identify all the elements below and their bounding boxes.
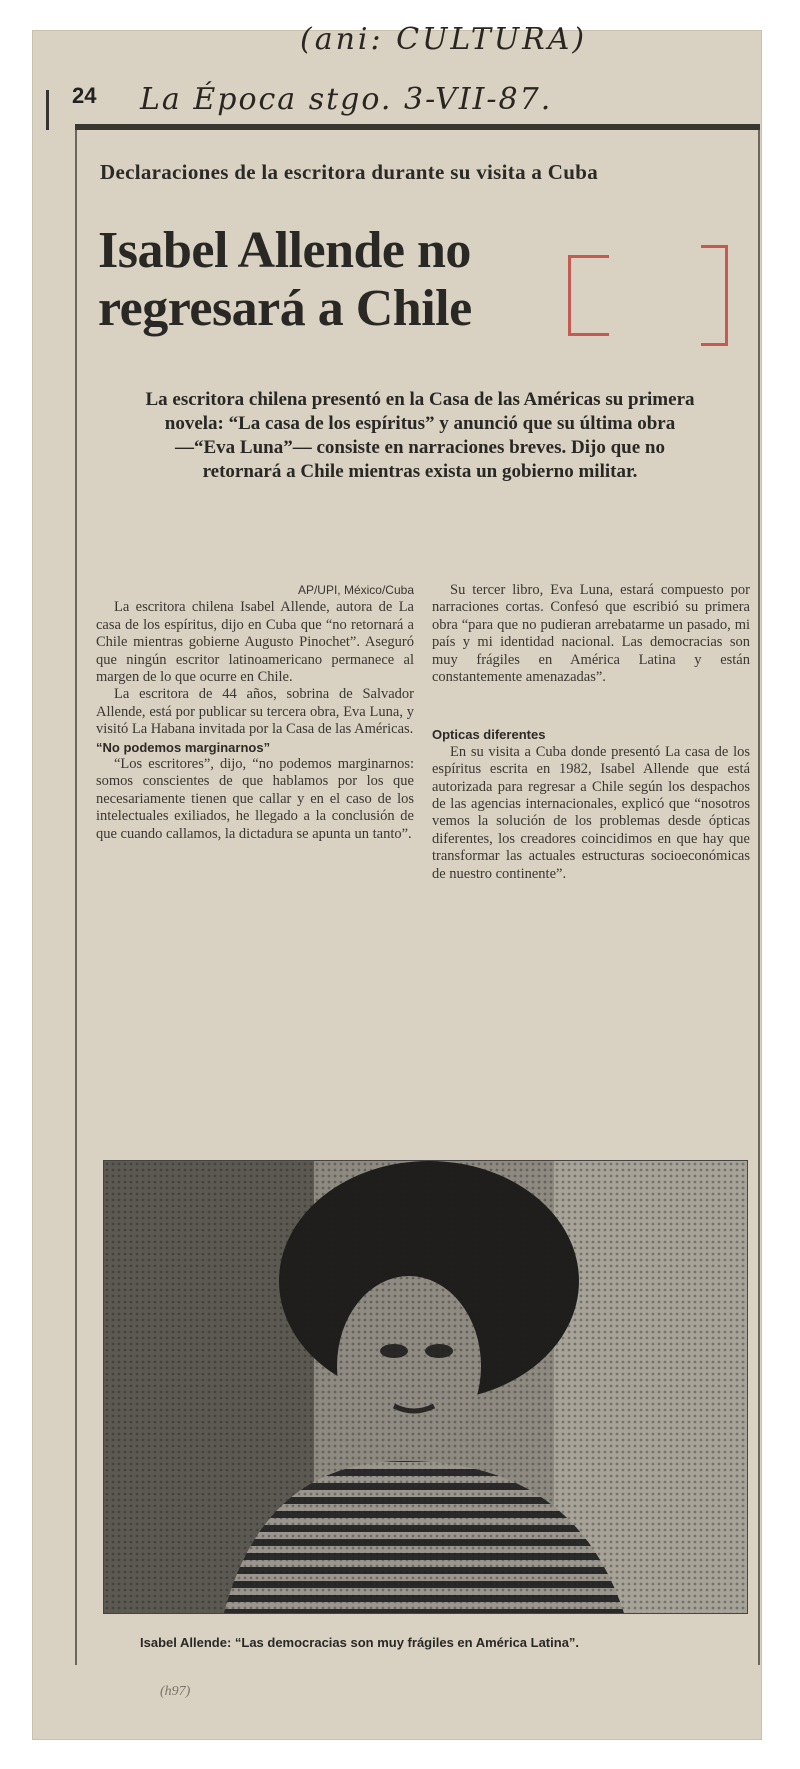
dateline: AP/UPI, México/Cuba [297,583,414,597]
paragraph: En su visita a Cuba donde presentó La casa de los espíritus escrita en 1982, Isabel Allende que está autorizada para regresar a Chile según los despachos de las agencias internacionales, explicó que “nosotros vemos la solución de los problemas desde ópticas diferentes, los creadores coincidimos en que hay que transformar las actuales estructuras socioeconómicas de nuestro continente”. [432,743,750,882]
handwritten-bottom-mark: (h97) [160,1684,191,1699]
left-border-rule [75,130,77,1665]
paragraph: Su tercer libro, Eva Luna, estará compuesto por narraciones cortas. Confesó que escribió su primera obra “para que no pudieran arrebatarme un pasado, mi país y mi identidad nacional. Las democracias son muy frágiles en América Latina y están constantemente amenazadas”. [432,582,750,686]
paragraph: La escritora chilena Isabel Allende, autora de La casa de los espíritus, dijo en Cuba que “no retornará a Chile mientras gobierne Augusto Pinochet”. Aseguró que ningún escritor latinoamericano permanece al margen de lo que ocurre en Chile. [96,599,414,686]
headline-line-1: Isabel Allende no [98,222,471,279]
headline-line-2: regresará a Chile [98,280,472,337]
red-bracket-annotation [568,245,728,340]
headline [98,222,568,338]
red-bracket-left [568,255,609,336]
top-rule [75,124,760,130]
subheading: “No podemos marginarnos” [96,739,271,755]
photo-caption: Isabel Allende: “Las democracias son muy frágiles en América Latina”. [140,1635,580,1650]
paragraph: “Los escritores”, dijo, “no podemos marginarnos: somos conscientes de que hablamos por los que necesariamente tienen que callar y en el caso de los intelectuales exiliados, he llegado a la conclusión de que cuando callamos, la dictadura se apunta un tanto”. [96,756,414,842]
paragraph: La escritora de 44 años, sobrina de Salvador Allende, está por publicar su tercera obra, Eva Luna, y visitó La Habana invitada por la Casa de las Américas. [96,686,414,738]
handwritten-category-note: (ani: CULTURA) [300,22,588,57]
article-column-2 [432,582,750,883]
margin-tick-mark [46,90,49,130]
portrait-photo [103,1160,748,1614]
subheading: Opticas diferentes [432,727,546,743]
page-number: 24 [72,83,97,108]
right-border-rule [758,130,760,1665]
deck: La escritora chilena presentó en la Casa de las Américas su primera novela: “La casa de los espíritus” y anunció que su última obra —“Eva Luna”— consiste en narraciones breves. Dijo que no retornará a Chile mientras exista un gobierno militar. [145,389,695,482]
article-column-1 [96,582,414,843]
kicker: Declaraciones de la escritora durante su visita a Cuba [100,160,598,184]
handwritten-source-note: La Época stgo. 3-VII-87. [140,82,553,117]
portrait-photo-graphic [104,1161,747,1613]
red-bracket-right [701,245,728,346]
